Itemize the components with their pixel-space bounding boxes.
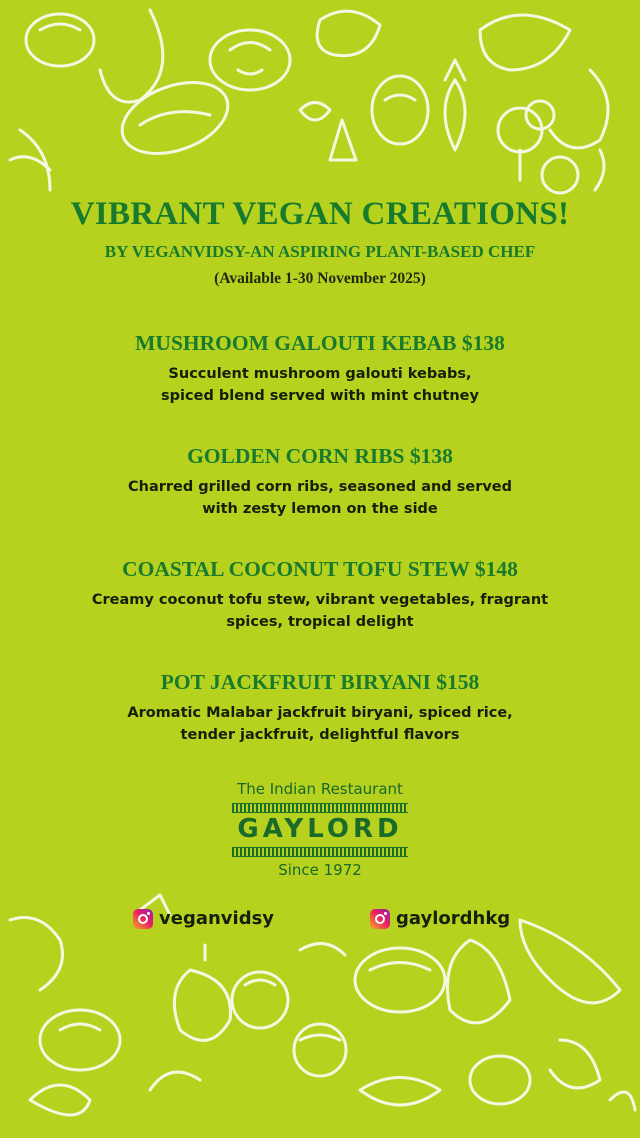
social-handle-text: veganvidsy (159, 908, 275, 929)
menu-item (0, 442, 640, 520)
menu-item (0, 329, 640, 407)
menu-item-description (0, 363, 640, 407)
menu-item-name: COASTAL COCONUT TOFU STEW $148 (122, 557, 518, 581)
description-line: Creamy coconut tofu stew, vibrant vegetables, fragrant (91, 592, 549, 608)
logo-border-top (232, 803, 408, 813)
restaurant-name: GAYLORD (237, 814, 403, 844)
social-handle-text: gaylordhkg (396, 908, 511, 929)
menu-item-description (0, 476, 640, 520)
description-line: Succulent mushroom galouti kebabs, (168, 366, 472, 382)
menu-item-description (0, 589, 640, 633)
menu-item (0, 555, 640, 633)
restaurant-tagline: The Indian Restaurant (237, 780, 403, 798)
instagram-icon (370, 909, 390, 929)
poster-title: VIBRANT VEGAN CREATIONS! (70, 196, 570, 232)
description-line: with zesty lemon on the side (202, 501, 438, 517)
restaurant-since: Since 1972 (278, 861, 362, 879)
menu-item-description (0, 702, 640, 746)
menu-item-name: POT JACKFRUIT BIRYANI $158 (160, 670, 480, 694)
menu-item (0, 668, 640, 746)
instagram-icon (133, 909, 153, 929)
description-line: spiced blend served with mint chutney (161, 388, 479, 404)
menu-item-name: MUSHROOM GALOUTI KEBAB $138 (135, 331, 505, 355)
social-handle-gaylordhkg[interactable] (370, 908, 510, 929)
poster-subtitle: BY VEGANVIDSY-AN ASPIRING PLANT-BASED CHEF (104, 242, 536, 261)
vegetable-doodle-top (0, 0, 640, 200)
menu-item-name: GOLDEN CORN RIBS $138 (187, 444, 453, 468)
description-line: tender jackfruit, delightful flavors (180, 727, 460, 743)
description-line: Charred grilled corn ribs, seasoned and served (127, 479, 513, 495)
availability-dates: (Available 1-30 November 2025) (214, 270, 426, 287)
description-line: Aromatic Malabar jackfruit biryani, spiced rice, (127, 705, 513, 721)
description-line: spices, tropical delight (226, 614, 414, 630)
restaurant-logo (0, 780, 640, 879)
logo-border-bottom (232, 847, 408, 857)
vegetable-doodle-bottom (0, 890, 640, 1138)
social-handle-veganvidsy[interactable] (133, 908, 274, 929)
